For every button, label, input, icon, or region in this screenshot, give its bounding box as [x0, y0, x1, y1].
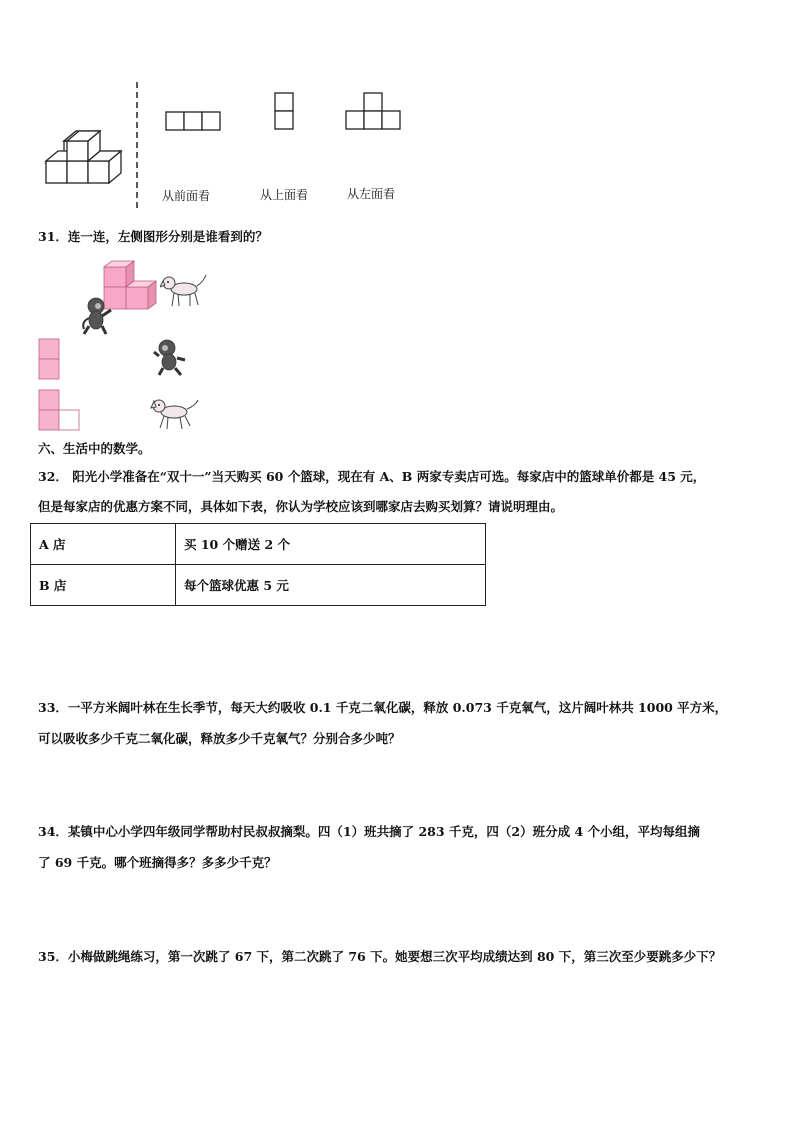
- question-34-line-2: 了 69 千克。哪个班摘得多？多多少千克？: [38, 855, 277, 870]
- top-view-shape: [274, 92, 296, 132]
- question-35-line-1: 35．小梅做跳绳练习，第一次跳了 67 下，第二次跳了 76 下。她要想三次平均成绩达到 80 下，第三次至少要跳多少下？: [38, 949, 722, 964]
- table-row: [31, 524, 486, 565]
- view-caption-top: 从上面看: [260, 188, 309, 202]
- monkey-icon: [80, 296, 114, 336]
- cube-solid-figure: [40, 125, 130, 191]
- question-33-line-1: 33．一平方米阔叶林在生长季节，每天大约吸收 0.1 千克二氧化碳，释放 0.073 千克氧气，这片阔叶林共 1000 平方米，: [38, 700, 728, 715]
- question-34-line-1: 34．某镇中心小学四年级同学帮助村民叔叔摘梨。四（1）班共摘了 283 千克，四（2）班分成 4 个小组，平均每组摘: [38, 824, 700, 839]
- left-view-shape: [345, 92, 405, 132]
- question-31-text: 连一连，左侧图形分别是谁看到的？: [67, 229, 268, 244]
- table-row: [31, 565, 486, 606]
- offer-cell: 每个篮球优惠 5 元: [176, 565, 486, 606]
- question-32-line-2: 但是每家店的优惠方案不同，具体如下表，你认为学校应该到哪家店去购买划算？请说明理由。: [38, 499, 564, 514]
- store-cell: A 店: [31, 524, 176, 565]
- view-caption-left: 从左面看: [347, 187, 396, 201]
- dog-icon: [160, 273, 208, 309]
- two-stack-view-shape: [38, 338, 62, 382]
- dog-icon: [150, 396, 200, 432]
- monkey-icon: [153, 338, 187, 376]
- question-31: [38, 228, 268, 246]
- question-33-line-2: 可以吸收多少千克二氧化碳，释放多少千克氧气？分别合多少吨？: [38, 731, 401, 746]
- front-view-shape: [165, 111, 223, 132]
- question-32-line-1: 32． 阳光小学准备在“双十一”当天购买 60 个篮球，现在有 A、B 两家专卖店可选。每家店中的篮球单价都是 45 元，: [38, 469, 706, 484]
- offer-table: [30, 523, 486, 606]
- view-caption-front: 从前面看: [162, 189, 211, 203]
- l-shape-view-shape: [38, 389, 84, 433]
- divider-dashed-line: [134, 82, 140, 208]
- section-heading: 六、生活中的数学。: [38, 441, 151, 456]
- question-31-number: 31．: [38, 229, 68, 244]
- offer-cell: 买 10 个赠送 2 个: [176, 524, 486, 565]
- store-cell: B 店: [31, 565, 176, 606]
